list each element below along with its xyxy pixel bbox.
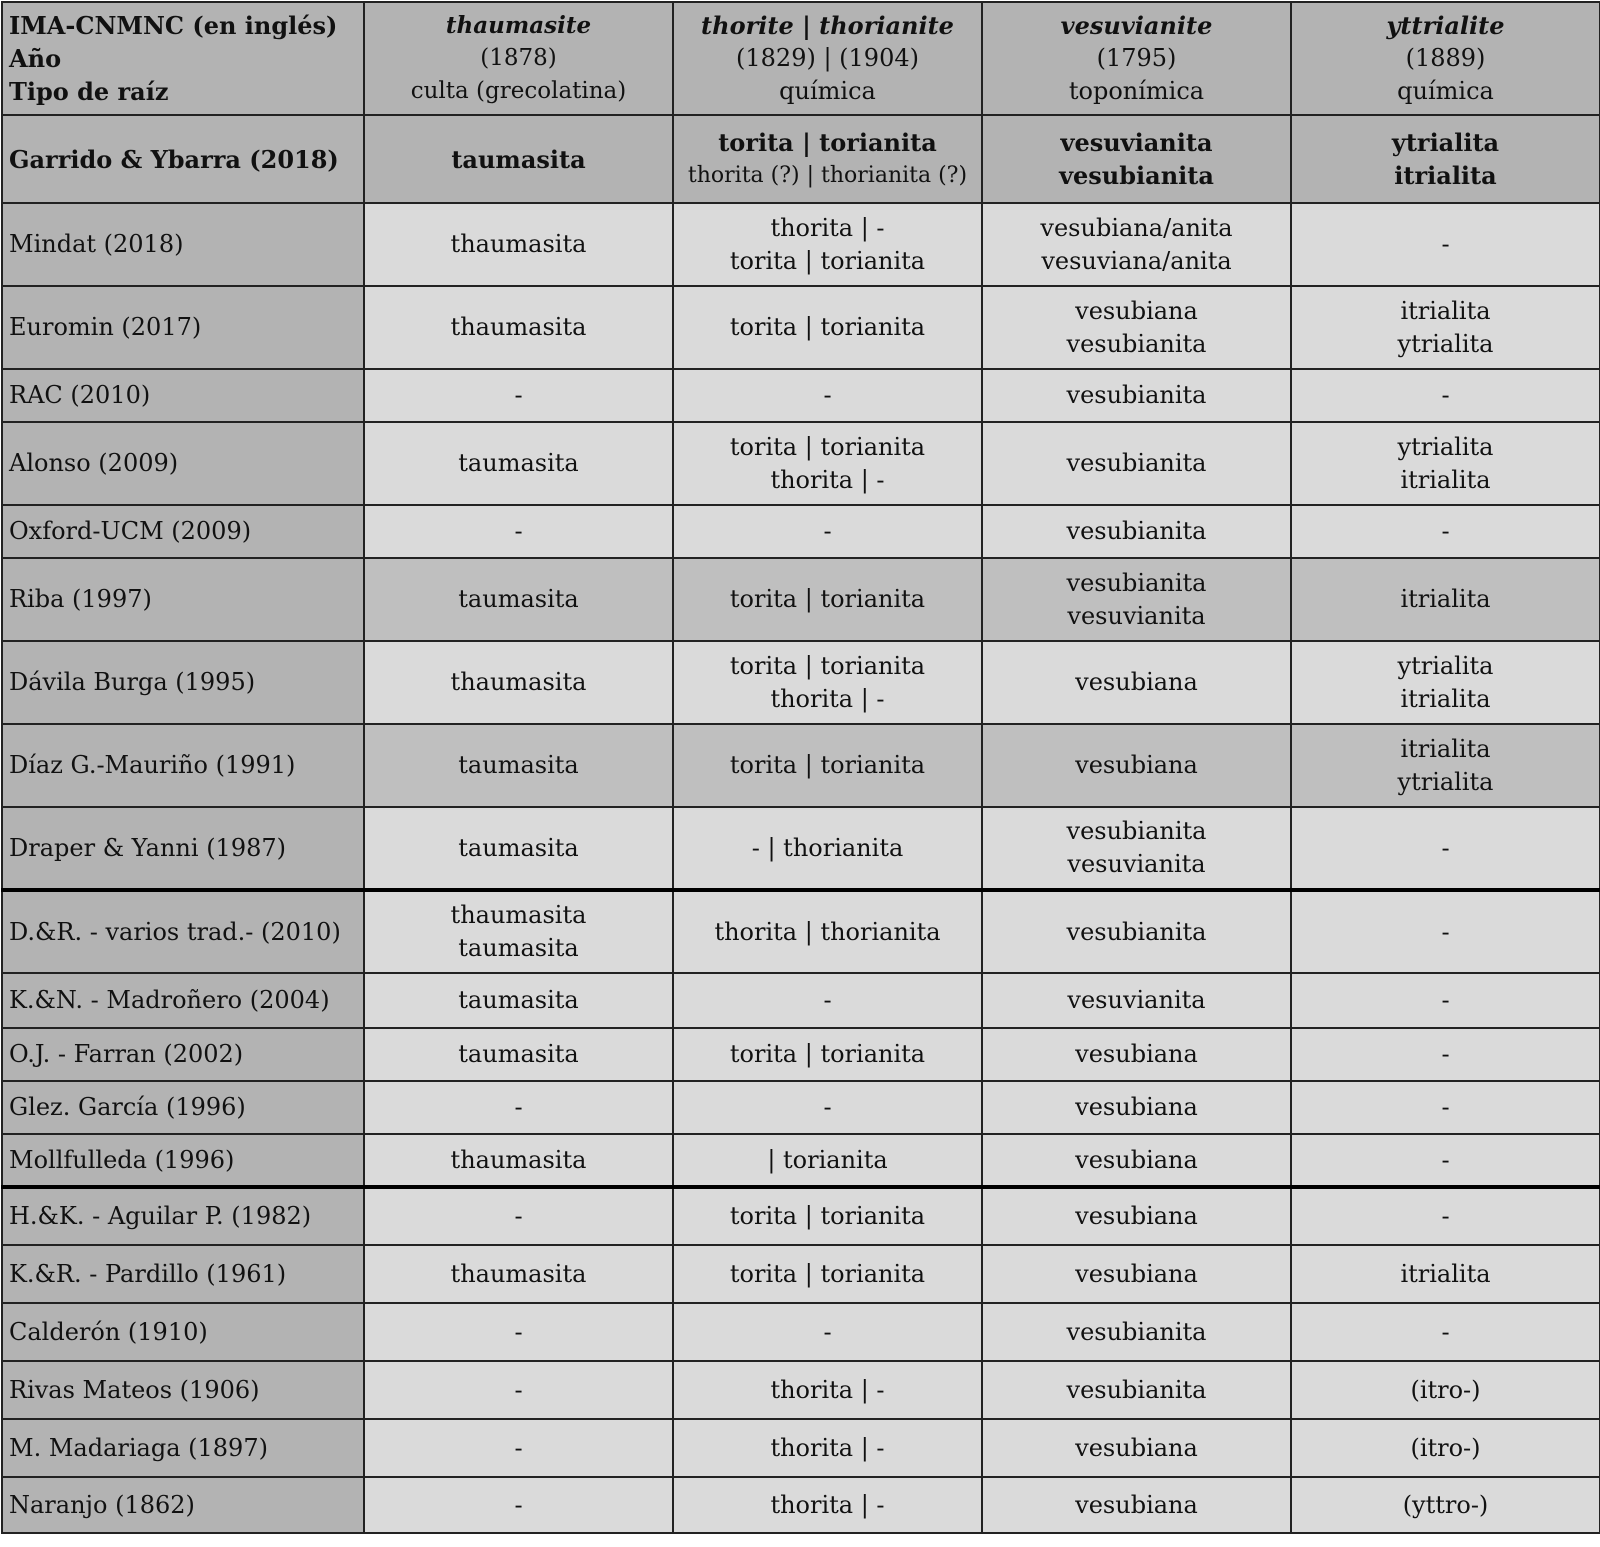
cell-text: taumasita — [458, 833, 579, 862]
cell-text: - — [1441, 917, 1450, 946]
cell-text: vesuvianita — [1067, 986, 1206, 1014]
cell-text: thorita | - — [770, 1490, 885, 1519]
cell-text: - — [514, 517, 523, 545]
table-row — [2, 286, 1600, 369]
cell-text: (itro-) — [1410, 1433, 1481, 1462]
column-year: (1889) — [1405, 44, 1486, 72]
source-label: Euromin (2017) — [2, 286, 364, 369]
cell-thaumasite — [364, 1134, 673, 1187]
source-label: Rivas Mateos (1906) — [2, 1361, 364, 1419]
cell-thaumasite — [364, 203, 673, 286]
cell-yttrialite — [1291, 1134, 1600, 1187]
cell-text: taumasita — [458, 449, 579, 477]
cell-thorite — [673, 1187, 982, 1245]
column-year: (1829) | (1904) — [736, 44, 919, 72]
cell-text: vesuviana/anita — [1041, 246, 1232, 275]
cell-yttrialite — [1291, 1028, 1600, 1081]
cell-thorite — [673, 890, 982, 973]
table-row — [2, 1419, 1600, 1477]
cell-vesuvianite — [982, 1134, 1291, 1187]
cell-text: taumasita — [458, 934, 579, 962]
reference-row — [2, 115, 1600, 203]
cell-text: thorita | - — [770, 1433, 885, 1462]
source-label: M. Madariaga (1897) — [2, 1419, 364, 1477]
cell-thorite — [673, 1081, 982, 1134]
table-row — [2, 807, 1600, 890]
cell-vesuvianite — [982, 890, 1291, 973]
cell-text: - — [823, 1317, 832, 1346]
cell-text: - — [1441, 230, 1450, 258]
cell-thaumasite — [364, 1303, 673, 1361]
cell-thaumasite — [364, 1361, 673, 1419]
cell-text: vesubiana — [1075, 1145, 1198, 1174]
cell-text: torita | torianita — [729, 432, 926, 461]
source-label: RAC (2010) — [2, 369, 364, 422]
source-label: Dávila Burga (1995) — [2, 641, 364, 724]
cell-thaumasite — [364, 724, 673, 807]
cell-text: - — [514, 381, 523, 409]
cell-text: vesubianita — [1066, 1375, 1207, 1404]
cell-thorite — [673, 973, 982, 1028]
source-label: Díaz G.-Mauriño (1991) — [2, 724, 364, 807]
cell-vesuvianite — [982, 1303, 1291, 1361]
cell-text: taumasita — [458, 751, 579, 779]
header-col-vesuvianite — [982, 2, 1291, 115]
column-mineral-name: thorite | thorianite — [701, 11, 954, 40]
cell-text: ytrialita — [1397, 432, 1494, 461]
source-label: Mollfulleda (1996) — [2, 1134, 364, 1187]
reference-yttrialite-1: ytrialita — [1391, 128, 1500, 157]
cell-text: torita | torianita — [729, 246, 926, 275]
cell-text: torita | torianita — [729, 651, 926, 680]
source-label: K.&N. - Madroñero (2004) — [2, 973, 364, 1028]
column-mineral-name: vesuvianite — [1060, 11, 1213, 40]
cell-text: | torianita — [767, 1145, 888, 1174]
column-mineral-name: yttrialite — [1386, 11, 1505, 40]
source-label: Draper & Yanni (1987) — [2, 807, 364, 890]
cell-text: thaumasita — [450, 230, 587, 258]
header-label-ima: IMA-CNMNC (en inglés) — [9, 11, 338, 40]
column-mineral-name: thaumasite — [445, 12, 592, 39]
cell-yttrialite — [1291, 973, 1600, 1028]
cell-text: - — [1441, 1202, 1450, 1230]
table-row — [2, 1245, 1600, 1303]
column-root-type: química — [779, 77, 876, 105]
cell-vesuvianite — [982, 1419, 1291, 1477]
header-col-thorite — [673, 2, 982, 115]
cell-vesuvianite — [982, 505, 1291, 558]
cell-vesuvianite — [982, 641, 1291, 724]
cell-text: vesubiana — [1075, 1490, 1198, 1519]
reference-thorite-alt: thorita (?) | thorianita (?) — [687, 163, 968, 188]
column-root-type: toponímica — [1068, 77, 1205, 105]
cell-thorite — [673, 558, 982, 641]
cell-text: thorita | - — [770, 213, 885, 242]
cell-thaumasite — [364, 286, 673, 369]
table-row — [2, 1303, 1600, 1361]
cell-yttrialite — [1291, 1477, 1600, 1533]
cell-yttrialite — [1291, 505, 1600, 558]
cell-text: itrialita — [1400, 1259, 1491, 1288]
cell-vesuvianite — [982, 724, 1291, 807]
cell-thorite — [673, 203, 982, 286]
header-label-cell — [2, 2, 364, 115]
table-row — [2, 1361, 1600, 1419]
cell-thorite — [673, 1477, 982, 1533]
cell-text: - — [1441, 986, 1450, 1014]
cell-text: ytrialita — [1397, 767, 1494, 796]
reference-label: Garrido & Ybarra (2018) — [2, 115, 364, 203]
cell-thaumasite — [364, 807, 673, 890]
source-label: Glez. García (1996) — [2, 1081, 364, 1134]
cell-thorite — [673, 422, 982, 505]
cell-thaumasite — [364, 505, 673, 558]
cell-text: thaumasita — [450, 668, 587, 696]
cell-text: thorita | - — [770, 465, 885, 494]
cell-text: vesubiana — [1075, 1259, 1198, 1288]
cell-vesuvianite — [982, 1028, 1291, 1081]
cell-text: - — [514, 1093, 523, 1121]
cell-text: vesuvianita — [1067, 601, 1206, 630]
cell-text: vesuvianita — [1067, 850, 1206, 878]
cell-text: vesubianita — [1066, 1317, 1207, 1346]
cell-vesuvianite — [982, 973, 1291, 1028]
cell-text: - — [1441, 1145, 1450, 1174]
source-label: Alonso (2009) — [2, 422, 364, 505]
cell-vesuvianite — [982, 1477, 1291, 1533]
cell-text: vesubianita — [1066, 568, 1207, 597]
cell-text: taumasita — [458, 585, 579, 613]
source-label: Mindat (2018) — [2, 203, 364, 286]
table-row — [2, 641, 1600, 724]
cell-text: - — [1441, 1317, 1450, 1346]
column-year: (1878) — [480, 45, 557, 71]
table-row — [2, 369, 1600, 422]
column-year: (1795) — [1096, 44, 1177, 72]
cell-thaumasite — [364, 1187, 673, 1245]
reference-yttrialite-cell — [1291, 115, 1600, 203]
cell-yttrialite — [1291, 1361, 1600, 1419]
cell-text: torita | torianita — [729, 1259, 926, 1288]
cell-text: vesubiana — [1075, 1093, 1198, 1121]
cell-text: taumasita — [458, 1040, 579, 1068]
cell-thorite — [673, 369, 982, 422]
cell-text: - — [1441, 1040, 1450, 1068]
table-row — [2, 505, 1600, 558]
cell-thaumasite — [364, 369, 673, 422]
cell-text: thaumasita — [450, 313, 587, 341]
cell-text: - — [823, 517, 832, 545]
source-label: Calderón (1910) — [2, 1303, 364, 1361]
cell-yttrialite — [1291, 1245, 1600, 1303]
cell-text: taumasita — [458, 986, 579, 1014]
table-row — [2, 1187, 1600, 1245]
cell-text: thorita | - — [770, 1375, 885, 1404]
cell-text: - — [514, 1375, 523, 1404]
cell-text: - — [1441, 833, 1450, 862]
table-row — [2, 890, 1600, 973]
cell-text: vesubiana — [1075, 296, 1198, 325]
cell-thaumasite — [364, 1477, 673, 1533]
cell-vesuvianite — [982, 1081, 1291, 1134]
cell-text: (yttro-) — [1402, 1490, 1489, 1519]
cell-text: - — [514, 1202, 523, 1230]
cell-text: torita | torianita — [729, 751, 926, 779]
cell-yttrialite — [1291, 422, 1600, 505]
cell-text: itrialita — [1400, 585, 1491, 613]
reference-thaumasite: taumasita — [364, 115, 673, 203]
source-label: H.&K. - Aguilar P. (1982) — [2, 1187, 364, 1245]
cell-thorite — [673, 1361, 982, 1419]
cell-text: thorita | - — [770, 684, 885, 713]
cell-thorite — [673, 807, 982, 890]
table-row — [2, 422, 1600, 505]
cell-thaumasite — [364, 973, 673, 1028]
cell-yttrialite — [1291, 1419, 1600, 1477]
cell-text: vesubiana — [1075, 1433, 1198, 1462]
cell-text: vesubianita — [1066, 329, 1207, 358]
cell-text: vesubianita — [1066, 917, 1207, 946]
cell-text: torita | torianita — [729, 313, 926, 341]
cell-text: - — [514, 1433, 523, 1462]
cell-text: itrialita — [1400, 296, 1491, 325]
cell-text: ytrialita — [1397, 651, 1494, 680]
cell-vesuvianite — [982, 1245, 1291, 1303]
header-label-root: Tipo de raíz — [9, 77, 169, 106]
cell-yttrialite — [1291, 724, 1600, 807]
cell-thorite — [673, 1303, 982, 1361]
table-row — [2, 1028, 1600, 1081]
cell-vesuvianite — [982, 558, 1291, 641]
table-row — [2, 203, 1600, 286]
cell-text: - — [823, 381, 832, 409]
cell-text: (itro-) — [1410, 1375, 1481, 1404]
reference-vesuvianite-cell — [982, 115, 1291, 203]
cell-vesuvianite — [982, 203, 1291, 286]
column-root-type: química — [1397, 77, 1494, 105]
cell-vesuvianite — [982, 286, 1291, 369]
mineral-names-table — [1, 1, 1600, 1534]
cell-vesuvianite — [982, 369, 1291, 422]
cell-text: - — [1441, 381, 1450, 409]
cell-vesuvianite — [982, 807, 1291, 890]
cell-yttrialite — [1291, 807, 1600, 890]
cell-vesuvianite — [982, 1187, 1291, 1245]
cell-text: vesubiana — [1075, 668, 1198, 696]
table-row — [2, 1477, 1600, 1533]
cell-yttrialite — [1291, 286, 1600, 369]
cell-thaumasite — [364, 1028, 673, 1081]
header-col-thaumasite — [364, 2, 673, 115]
table-row — [2, 1081, 1600, 1134]
cell-thorite — [673, 1134, 982, 1187]
cell-vesuvianite — [982, 1361, 1291, 1419]
source-label: O.J. - Farran (2002) — [2, 1028, 364, 1081]
header-label-year: Año — [9, 44, 62, 73]
cell-yttrialite — [1291, 203, 1600, 286]
cell-thaumasite — [364, 1081, 673, 1134]
cell-thorite — [673, 724, 982, 807]
cell-text: itrialita — [1400, 684, 1491, 713]
cell-thorite — [673, 1419, 982, 1477]
reference-yttrialite-2: itrialita — [1394, 161, 1497, 190]
cell-thorite — [673, 286, 982, 369]
source-label: Riba (1997) — [2, 558, 364, 641]
cell-text: vesubiana — [1075, 751, 1198, 779]
column-root-type: culta (grecolatina) — [410, 78, 627, 104]
cell-thorite — [673, 505, 982, 558]
cell-text: thaumasita — [450, 901, 587, 929]
source-label: K.&R. - Pardillo (1961) — [2, 1245, 364, 1303]
cell-text: vesubianita — [1066, 381, 1207, 409]
reference-thorite-cell — [673, 115, 982, 203]
reference-thorite: torita | torianita — [718, 128, 937, 157]
cell-thorite — [673, 1028, 982, 1081]
cell-text: - — [514, 1490, 523, 1519]
cell-yttrialite — [1291, 1081, 1600, 1134]
source-label: Naranjo (1862) — [2, 1477, 364, 1533]
reference-vesuvianite-2: vesubianita — [1059, 161, 1214, 190]
cell-yttrialite — [1291, 890, 1600, 973]
cell-text: - — [1441, 1093, 1450, 1121]
table-row — [2, 973, 1600, 1028]
cell-text: thaumasita — [450, 1145, 587, 1174]
cell-text: - — [823, 986, 832, 1014]
cell-text: thaumasita — [450, 1259, 587, 1288]
cell-text: vesubianita — [1066, 817, 1207, 845]
cell-text: - | thorianita — [751, 833, 904, 862]
cell-text: - — [823, 1093, 832, 1121]
cell-thorite — [673, 1245, 982, 1303]
cell-text: ytrialita — [1397, 329, 1494, 358]
cell-vesuvianite — [982, 422, 1291, 505]
cell-thaumasite — [364, 890, 673, 973]
cell-text: - — [514, 1317, 523, 1346]
cell-thaumasite — [364, 641, 673, 724]
cell-yttrialite — [1291, 558, 1600, 641]
table-row — [2, 558, 1600, 641]
cell-thaumasite — [364, 422, 673, 505]
cell-text: torita | torianita — [729, 585, 926, 613]
cell-thaumasite — [364, 1419, 673, 1477]
reference-vesuvianite-1: vesuvianita — [1060, 128, 1213, 157]
header-col-yttrialite — [1291, 2, 1600, 115]
cell-text: vesubianita — [1066, 517, 1207, 545]
cell-text: vesubiana — [1075, 1040, 1198, 1068]
cell-yttrialite — [1291, 641, 1600, 724]
table-row — [2, 1134, 1600, 1187]
cell-text: torita | torianita — [729, 1040, 926, 1068]
cell-thaumasite — [364, 558, 673, 641]
cell-text: vesubiana/anita — [1040, 213, 1233, 242]
cell-thaumasite — [364, 1245, 673, 1303]
cell-text: itrialita — [1400, 734, 1491, 763]
cell-text: thorita | thorianita — [714, 917, 941, 946]
cell-text: vesubianita — [1066, 449, 1207, 477]
source-label: D.&R. - varios trad.- (2010) — [2, 890, 364, 973]
cell-yttrialite — [1291, 369, 1600, 422]
cell-yttrialite — [1291, 1187, 1600, 1245]
cell-text: - — [1441, 517, 1450, 545]
source-label: Oxford-UCM (2009) — [2, 505, 364, 558]
table-row — [2, 724, 1600, 807]
cell-thorite — [673, 641, 982, 724]
cell-text: torita | torianita — [729, 1202, 926, 1230]
cell-yttrialite — [1291, 1303, 1600, 1361]
cell-text: vesubiana — [1075, 1202, 1198, 1230]
header-row — [2, 2, 1600, 115]
cell-text: itrialita — [1400, 465, 1491, 494]
